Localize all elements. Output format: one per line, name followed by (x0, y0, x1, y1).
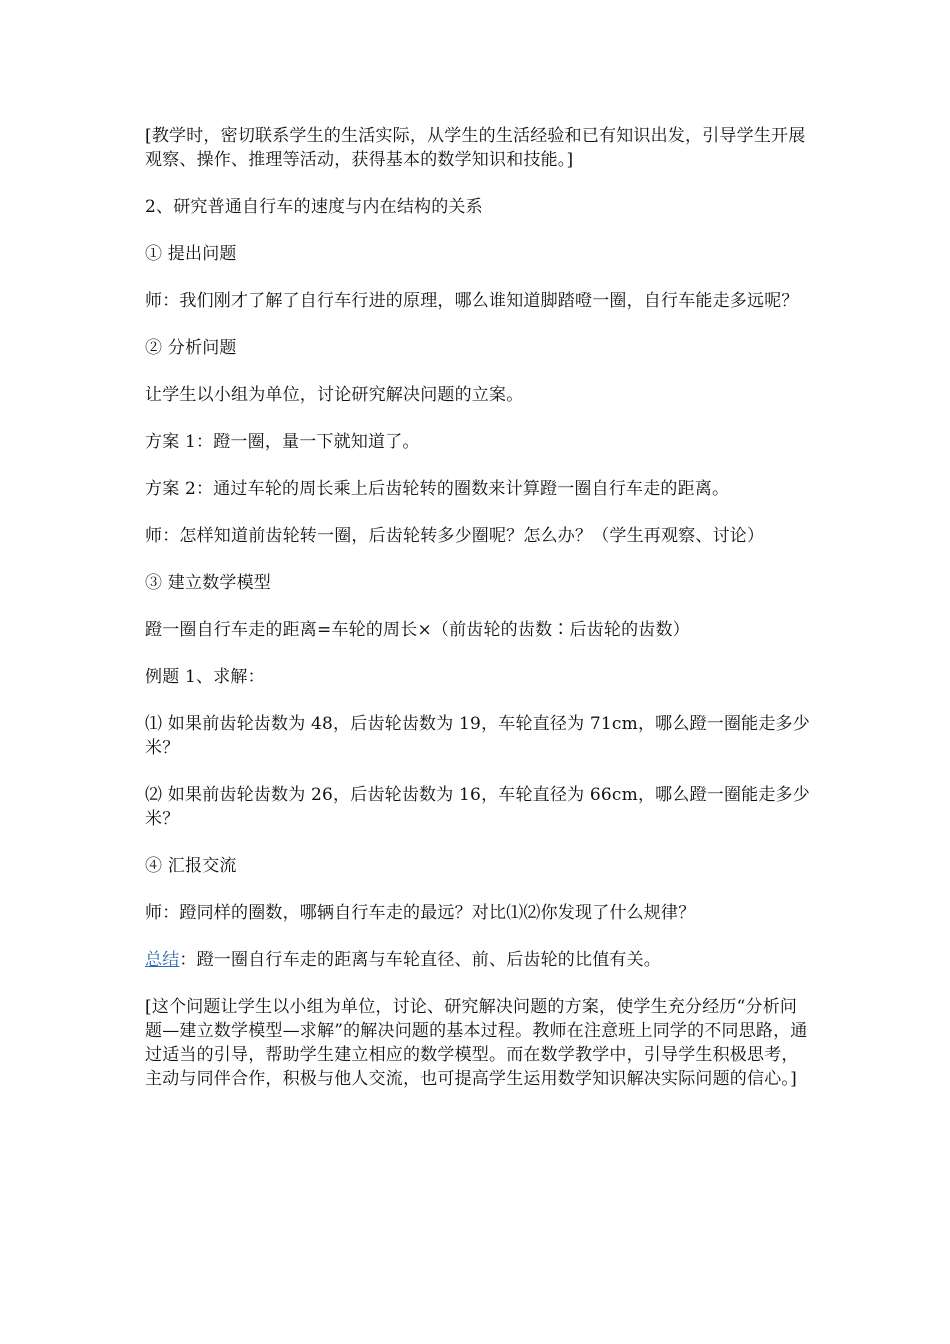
group-discussion: 让学生以小组为单位，讨论研究解决问题的立案。 (145, 385, 524, 405)
example-heading: 例题 1、求解： (145, 667, 265, 687)
document-body (145, 124, 810, 1114)
step-1-heading: ① 提出问题 (145, 244, 237, 264)
teacher-question-3: 师：蹬同样的圈数，哪辆自行车走的最远？对比⑴⑵你发现了什么规律？ (145, 903, 696, 923)
summary (145, 948, 810, 972)
plan-2: 方案 2：通过车轮的周长乘上后齿轮转的圈数来计算蹬一圈自行车走的距离。 (145, 479, 730, 499)
teaching-note-2: [这个问题让学生以小组为单位，讨论、研究解决问题的方案，使学生充分经历“分析问题—建立数学模型—求解”的解决问题的基本过程。教师在注意班上同学的不同思路，通过适当的引导，帮助学生建立相应的数学模型。而在数学教学中，引导学生积极思考，主动与同伴合作，积极与他人交流，也可提高学生运用数学知识解决实际问题的信心。] (145, 997, 808, 1089)
summary-link[interactable]: 总结 (145, 950, 180, 970)
example-question-1: ⑴ 如果前齿轮齿数为 48，后齿轮齿数为 19，车轮直径为 71cm，哪么蹬一圈能走多少米？ (145, 714, 810, 758)
teaching-note-1: [教学时，密切联系学生的生活实际，从学生的生活经验和已有知识出发，引导学生开展观察、操作、推理等活动，获得基本的数学知识和技能。] (145, 126, 806, 170)
step-4-heading: ④ 汇报交流 (145, 856, 237, 876)
teacher-question-1: 师：我们刚才了解了自行车行进的原理，哪么谁知道脚踏噔一圈，自行车能走多远呢？ (145, 291, 799, 311)
example-question-2: ⑵ 如果前齿轮齿数为 26，后齿轮齿数为 16，车轮直径为 66cm，哪么蹬一圈能走多少米？ (145, 785, 810, 829)
section-heading: 2、研究普通自行车的速度与内在结构的关系 (145, 197, 483, 217)
plan-1: 方案 1：蹬一圈，量一下就知道了。 (145, 432, 420, 452)
step-3-heading: ③ 建立数学模型 (145, 573, 272, 593)
teacher-question-2: 师：怎样知道前齿轮转一圈，后齿轮转多少圈呢？怎么办？（学生再观察、讨论） (145, 526, 765, 546)
summary-text: ：蹬一圈自行车走的距离与车轮直径、前、后齿轮的比值有关。 (179, 950, 662, 970)
math-model-formula: 蹬一圈自行车走的距离=车轮的周长×（前齿轮的齿数∶后齿轮的齿数） (145, 620, 690, 640)
step-2-heading: ② 分析问题 (145, 338, 237, 358)
